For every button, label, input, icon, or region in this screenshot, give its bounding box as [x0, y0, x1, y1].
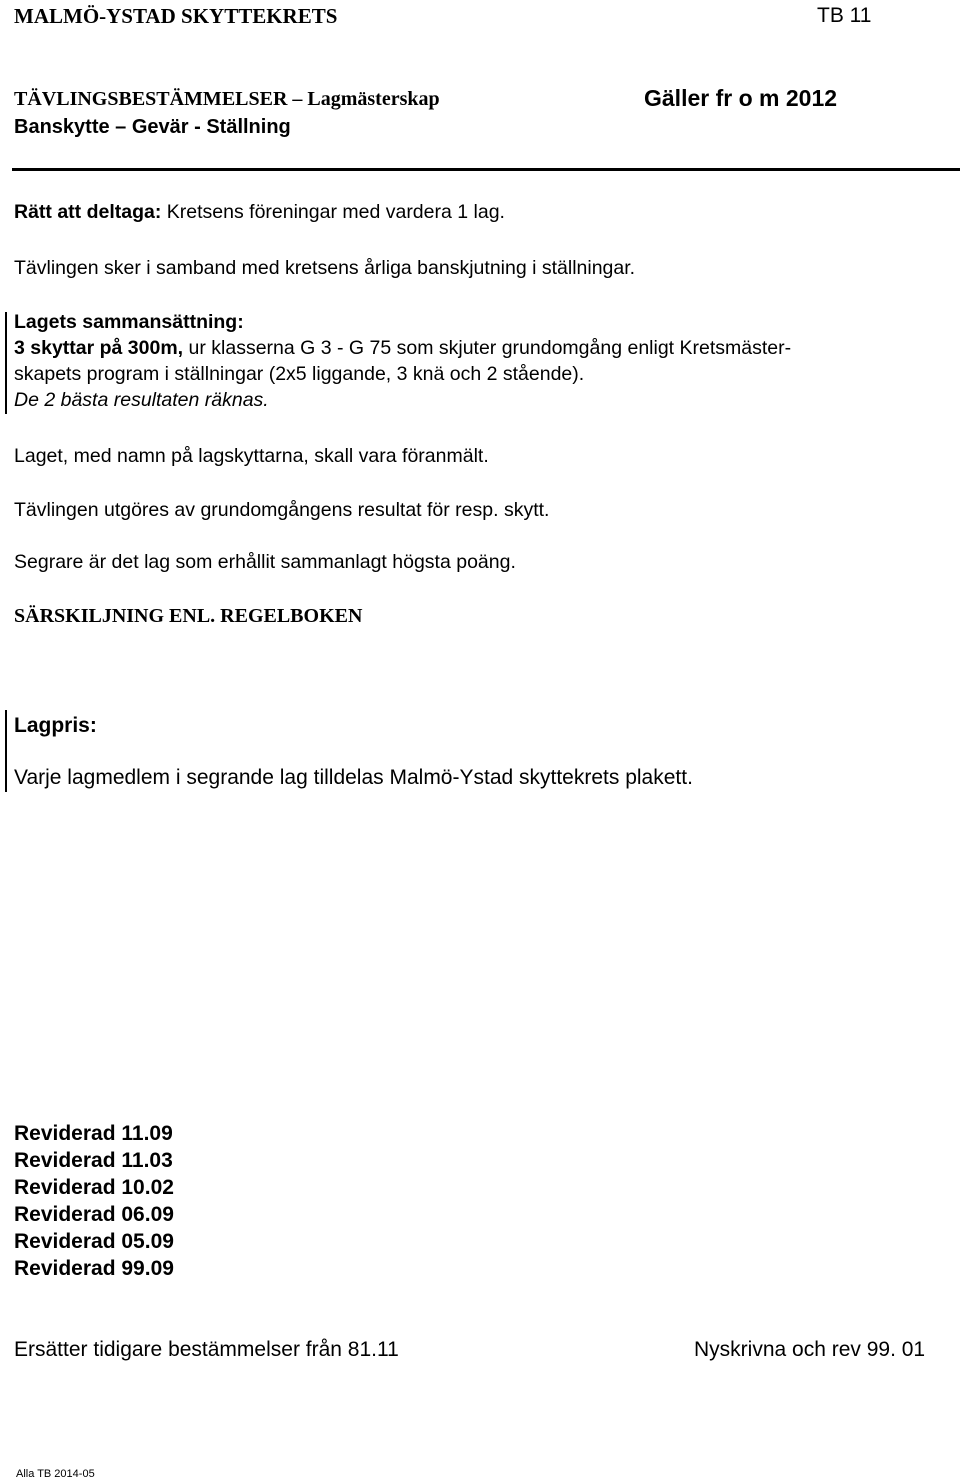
valid-from: Gäller fr o m 2012 — [644, 85, 838, 111]
composition-line-1 — [14, 335, 791, 361]
header-divider — [12, 168, 960, 171]
revision-item: Reviderad 05.09 — [14, 1230, 174, 1253]
tiebreak: SÄRSKILJNING ENL. REGELBOKEN — [14, 605, 363, 627]
winner: Segrare är det lag som erhållit sammanlagt högsta poäng. — [14, 551, 516, 573]
eligibility-label: Rätt att deltaga: — [14, 201, 162, 223]
composition-heading: Lagets sammansättning: — [14, 311, 244, 333]
prize-heading: Lagpris: — [14, 714, 97, 737]
rules-title: TÄVLINGSBESTÄMMELSER – Lagmästerskap — [14, 88, 440, 110]
change-bar-prize — [5, 710, 7, 792]
revision-list — [14, 1120, 174, 1282]
change-bar — [5, 312, 7, 414]
revision-item: Reviderad 06.09 — [14, 1203, 174, 1226]
best-results: De 2 bästa resultaten räknas. — [14, 389, 269, 411]
composition-line1-rest: ur klasserna G 3 - G 75 som skjuter grundomgång enligt Kretsmäster- — [183, 337, 792, 359]
rewritten-note: Nyskrivna och rev 99. 01 — [694, 1338, 926, 1361]
held-with: Tävlingen sker i samband med kretsens årliga banskjutning i ställningar. — [14, 257, 636, 279]
composition-line-2: skapets program i ställningar (2x5 liggande, 3 knä och 2 stående). — [14, 363, 585, 385]
org-name: MALMÖ-YSTAD SKYTTEKRETS — [14, 4, 338, 28]
composition-bold: 3 skyttar på 300m, — [14, 337, 184, 359]
page-note: Alla TB 2014-05 — [16, 1468, 95, 1480]
eligibility-line — [14, 199, 505, 225]
discipline: Banskytte – Gevär - Ställning — [14, 116, 291, 138]
prize-text: Varje lagmedlem i segrande lag tilldelas Malmö-Ystad skyttekrets plakett. — [14, 766, 693, 789]
competition-basis: Tävlingen utgöres av grundomgångens resultat för resp. skytt. — [14, 499, 550, 521]
revision-item: Reviderad 99.09 — [14, 1257, 174, 1280]
replaces-note: Ersätter tidigare bestämmelser från 81.11 — [14, 1338, 399, 1361]
revision-item: Reviderad 11.09 — [14, 1122, 173, 1145]
preregistration: Laget, med namn på lagskyttarna, skall vara föranmält. — [14, 445, 489, 467]
revision-item: Reviderad 10.02 — [14, 1176, 174, 1199]
eligibility-text: Kretsens föreningar med vardera 1 lag. — [161, 201, 505, 223]
doc-code: TB 11 — [817, 4, 872, 27]
revision-item: Reviderad 11.03 — [14, 1149, 173, 1172]
